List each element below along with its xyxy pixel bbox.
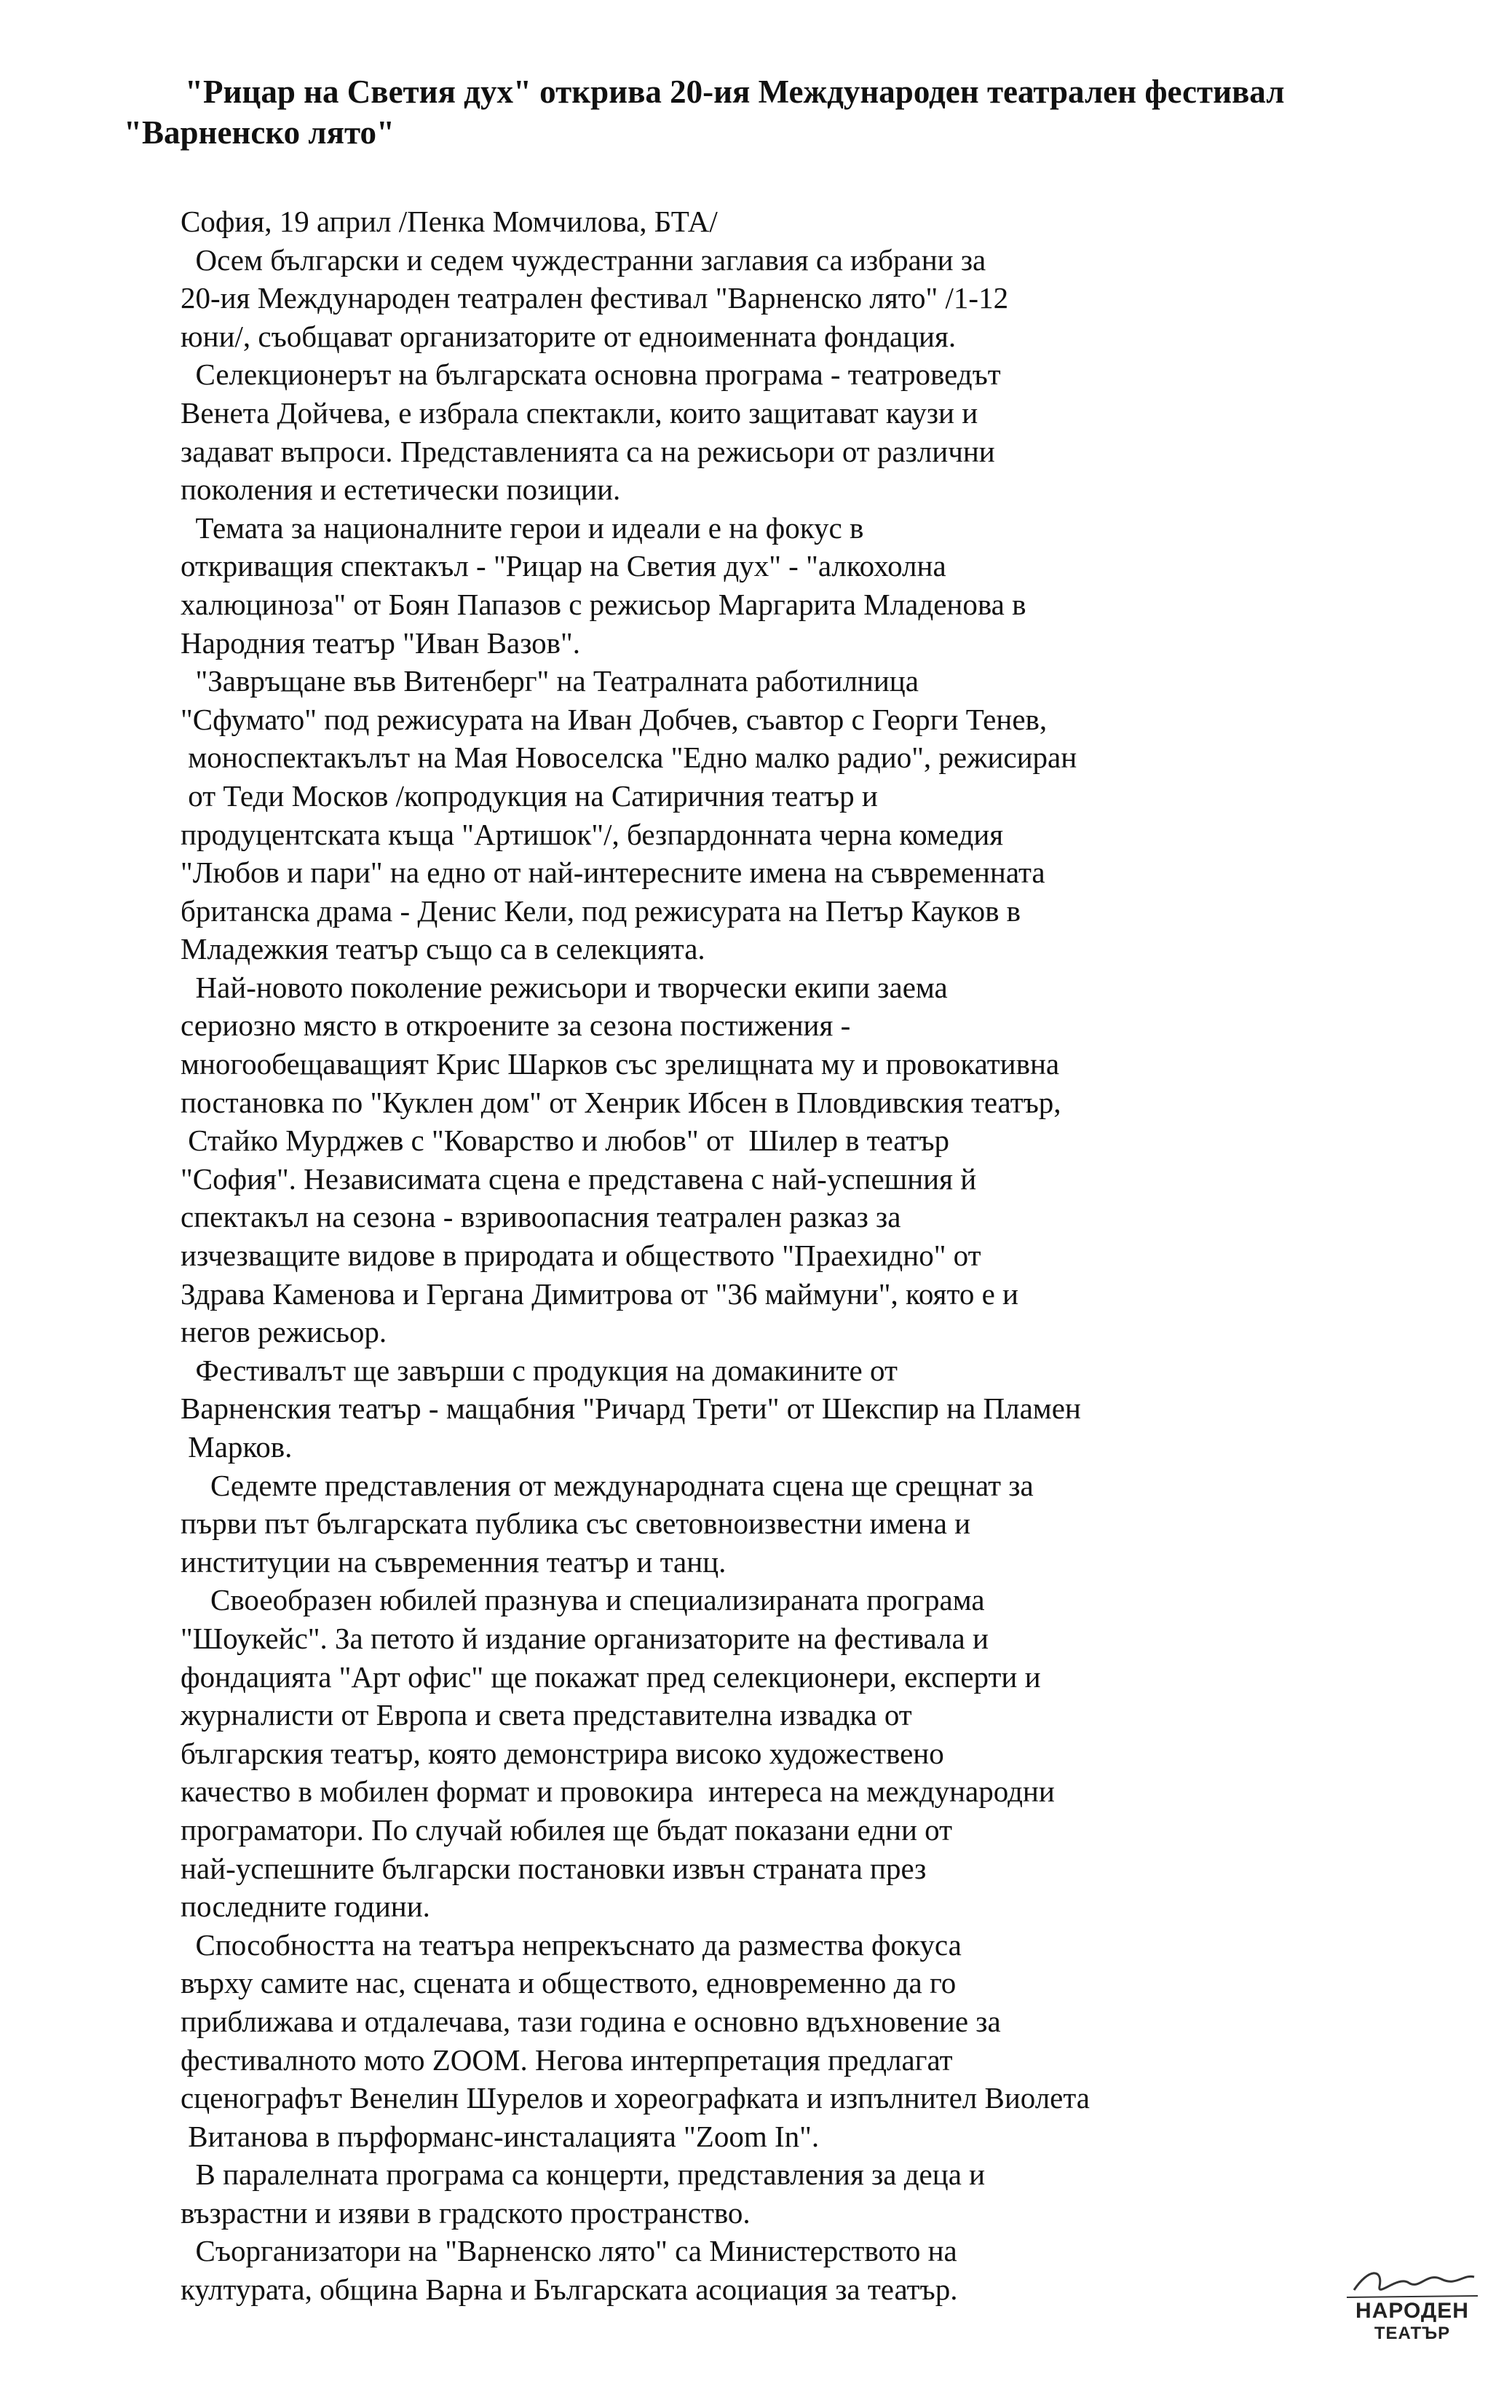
body-line: Темата за националните герои и идеали е на фокус в [181,510,864,545]
body-line: Марков. [181,1430,293,1464]
body-line: журналисти от Европа и света представителна извадка от [181,1698,912,1732]
stamp-line-1: НАРОДЕН [1355,2299,1469,2323]
body-line: приближава и отдалечава, тази година е основно вдъхновение за [181,2004,1001,2038]
body-line: Способността на театъра непрекъснато да размества фокуса [181,1927,962,1962]
body-line: от Теди Москов /копродукция на Сатиричния театър и [181,778,878,813]
body-line: юни/, съобщават организаторите от едноименната фондация. [181,319,957,353]
body-line: Витанова в пърформанс-инсталацията "Zoom In". [181,2119,820,2153]
body-line: Своеобразен юбилей празнува и специализираната програма [181,1583,985,1617]
body-line: постановка по "Куклен дом" от Хенрик Ибсен в Пловдивския театър, [181,1085,1061,1119]
body-line: последните години. [181,1890,430,1924]
body-line: най-успешните български постановки извън страната през [181,1851,927,1885]
body-line: негов режисьор. [181,1315,387,1349]
body-line: изчезващите видове в природата и обществото "Праехидно" от [181,1239,981,1273]
body-line: откриващия спектакъл - "Рицар на Светия дух" - "алкохолна [181,549,946,583]
body-line: "Любов и пари" на едно от най-интересните имена на съвременната [181,856,1045,890]
body-line: Седемте представления от международната сцена ще срещнат за [181,1468,1034,1502]
body-line: продуцентската къща "Артишок"/, безпардонната черна комедия [181,817,1004,851]
body-line: фондацията "Арт офис" ще покажат пред селекционери, експерти и [181,1659,1041,1694]
body-line: Стайко Мурджев с "Коварство и любов" от Шилер в театър [181,1124,950,1158]
body-line: В паралелната програма са концерти, представления за деца и [181,2158,986,2192]
body-line: възрастни и изяви в градското пространство. [181,2195,751,2230]
body-line: поколения и естетически позиции. [181,473,621,507]
body-line: Венета Дойчева, е избрала спектакли, които защитават каузи и [181,395,978,430]
body-line: "Сфумато" под режисурата на Иван Добчев, съавтор с Георги Тенев, [181,702,1048,736]
body-line: Младежкия театър също са в селекцията. [181,932,705,966]
body-line: "Завръщане във Витенберг" на Театралната работилница [181,664,919,698]
body-line: българския театър, която демонстрира високо художествено [181,1736,944,1770]
body-line: качество в мобилен формат и провокира интереса на международни [181,1775,1055,1809]
body-line: Селекционерът на българската основна програма - театроведът [181,358,1001,392]
body-line: институции на съвременния театър и танц. [181,1544,727,1579]
body-line: спектакъл на сезона - взривоопасния театрален разказ за [181,1200,901,1234]
body-line: сериозно място в откроените за сезона постижения - [181,1008,851,1043]
body-line: "София". Независимата сцена е представена с най-успешния й [181,1161,977,1196]
body-line: Най-новото поколение режисьори и творчески екипи заема [181,970,948,1004]
article-body [181,202,1243,2309]
body-line: културата, община Варна и Българската асоциация за театър. [181,2273,958,2307]
body-line: сценографът Венелин Шурелов и хореографката и изпълнител Виолета [181,2081,1090,2115]
body-line: Осем български и седем чуждестранни заглавия са избрани за [181,242,986,277]
body-line: Здрава Каменова и Гергана Димитрова от "36 маймуни", която е и [181,1276,1018,1311]
body-line: Народния театър "Иван Вазов". [181,625,580,660]
title-line-1: "Рицар на Светия дух" открива 20-ия Международен театрален фестивал [185,74,1285,110]
body-line: Варненския театър - мащабния "Ричард Трети" от Шекспир на Пламен [181,1391,1081,1426]
body-line: британска драма - Денис Кели, под режисурата на Петър Кауков в [181,893,1021,928]
body-line: първи път българската публика със световноизвестни имена и [181,1507,971,1541]
stamp-line-2: ТЕАТЪР [1374,2324,1451,2343]
body-line: "Шоукейс". За петото й издание организаторите на фестивала и [181,1621,989,1655]
article-title [124,71,1456,153]
title-line-2: "Варненско лято" [124,114,395,151]
body-line: 20-ия Международен театрален фестивал "Варненско лято" /1-12 [181,281,1009,315]
body-line: моноспектакълът на Мая Новоселска "Едно малко радио", режисиран [181,741,1077,775]
body-line: многообещаващият Крис Шарков със зрелищната му и провокативна [181,1047,1060,1081]
theatre-stamp-logo [1339,2261,1485,2348]
body-line: Фестивалът ще завърши с продукция на домакините от [181,1353,898,1387]
body-line: Съорганизатори на "Варненско лято" са Министерството на [181,2234,957,2268]
body-line: София, 19 април /Пенка Момчилова, БТА/ [181,205,718,238]
body-line: задават въпроси. Представленията са на режисьори от различни [181,434,995,468]
body-line: върху самите нас, сцената и обществото, едновременно да го [181,1966,957,2000]
body-line: фестивалното мото ZOOM. Негова интерпретация предлагат [181,2042,953,2077]
body-line: програматори. По случай юбилея ще бъдат показани едни от [181,1812,953,1847]
body-line: халюциноза" от Боян Папазов с режисьор Маргарита Младенова в [181,587,1026,621]
